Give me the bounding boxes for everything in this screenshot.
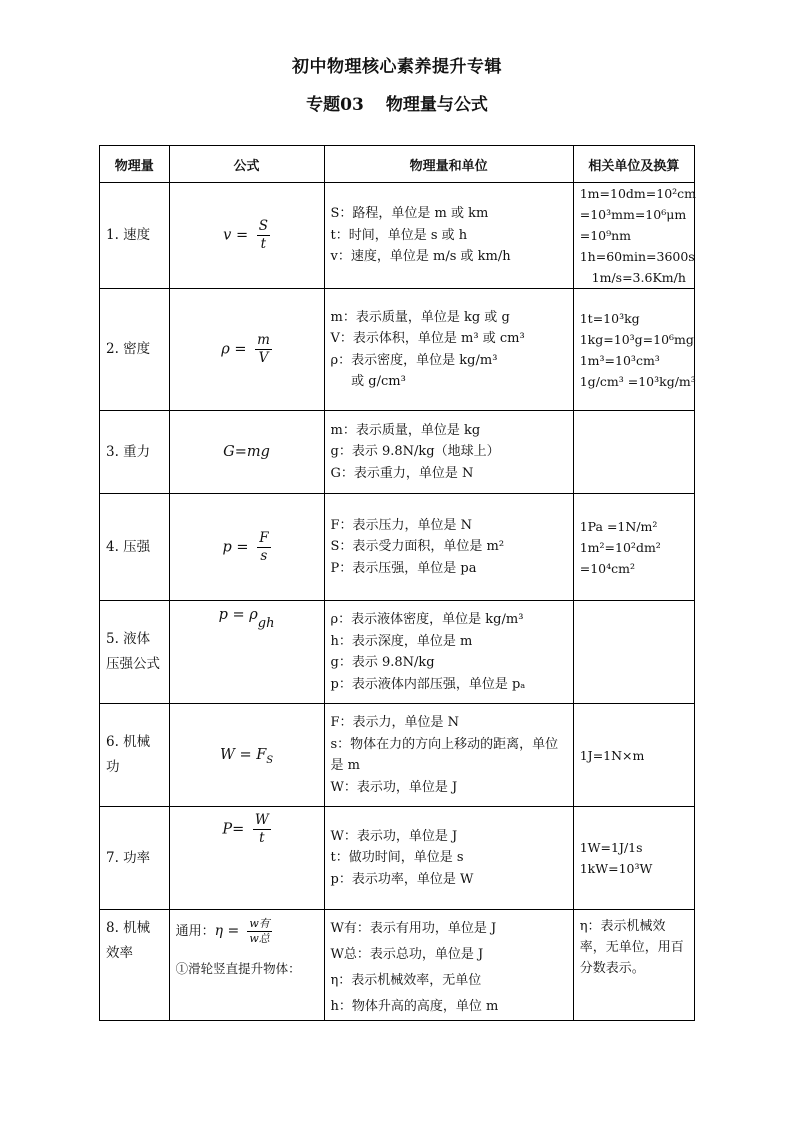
formula-cell [169, 183, 324, 289]
description-cell [324, 704, 573, 807]
formula-lhs: ρ = [221, 341, 247, 358]
formula-cell [169, 494, 324, 601]
fraction-numerator: m [257, 332, 270, 349]
unit-line: 1W=1J/1s [579, 840, 643, 855]
description-line: W总：表示总功，单位是 J [330, 947, 484, 962]
formula-fraction [255, 333, 272, 366]
description-cell [324, 601, 573, 704]
formula-fraction [253, 813, 271, 846]
quantity-name: 6. 机械功 [100, 704, 170, 807]
units-cell [573, 807, 694, 910]
fraction-denominator: t [259, 829, 265, 846]
unit-line: η：表示机械效率，无单位，用百分数表示。 [579, 919, 684, 976]
formula-lhs: P= [222, 821, 245, 838]
fraction-denominator: V [258, 350, 269, 366]
quantity-name: 4. 压强 [100, 494, 170, 601]
description-line: h：表示深度，单位是 m [330, 633, 473, 649]
units-cell [573, 601, 694, 704]
fraction-denominator: t [260, 236, 267, 252]
description-line: v：速度，单位是 m/s 或 km/h [330, 249, 511, 265]
quantity-name: 1. 速度 [100, 183, 170, 289]
unit-line: =10³mm=10⁶μm [579, 207, 687, 222]
description-line: W有：表示有用功，单位是 J [330, 921, 497, 936]
units-cell [573, 910, 694, 1021]
header-units: 相关单位及换算 [573, 146, 694, 183]
description-cell [324, 411, 573, 494]
header-formula: 公式 [169, 146, 324, 183]
description-cell [324, 289, 573, 411]
description-line: m：表示质量，单位是 kg [330, 422, 481, 438]
description-line: 或 g/cm³ [330, 374, 406, 389]
quantity-name: 2. 密度 [100, 289, 170, 411]
subtitle-number: 专题03 [306, 95, 364, 115]
formula-table [99, 145, 695, 1021]
description-line: W：表示功，单位是 J [330, 828, 458, 844]
formula-note: ①滑轮竖直提升物体： [175, 961, 301, 977]
table-row [100, 289, 695, 411]
unit-line: 1Pa =1N/m² [579, 518, 658, 534]
header-quantity: 物理量 [100, 146, 170, 183]
unit-line: 1m³=10³cm³ [579, 352, 660, 368]
description-line: p：表示功率，单位是 W [330, 871, 474, 887]
units-cell [573, 183, 697, 289]
fraction-numerator: S [258, 218, 268, 235]
unit-line: 1h=60min=3600s [579, 249, 695, 264]
subtitle-topic: 物理量与公式 [385, 95, 488, 115]
formula-cell [169, 704, 324, 807]
formula-cell [169, 411, 324, 494]
description-line: P：表示压强，单位是 pa [330, 560, 477, 576]
formula-subscript: gh [257, 616, 275, 631]
fraction-numerator: w有 [247, 918, 271, 932]
description-line: p：表示液体内部压强，单位是 pₐ [330, 676, 526, 692]
description-line: W：表示功，单位是 J [330, 779, 458, 795]
formula-text: G=mg [223, 444, 270, 460]
description-line: t：时间，单位是 s 或 h [330, 227, 468, 243]
description-line: h：物体升高的高度，单位 m [330, 999, 499, 1014]
formula-prefix: 通用： [175, 924, 215, 940]
description-line: s：物体在力的方向上移动的距离，单位是 m [330, 736, 559, 773]
formula-lhs: p = [222, 539, 249, 555]
formula-fraction [257, 219, 270, 252]
unit-line: 1kg=10³g=10⁶mg [579, 331, 694, 347]
formula-cell [169, 807, 324, 910]
unit-line: 1t=10³kg [579, 310, 640, 326]
unit-line: 1g/cm³ =10³kg/m³ [579, 373, 696, 389]
formula-cell [169, 289, 324, 411]
description-cell [324, 910, 573, 1021]
description-cell [324, 183, 573, 289]
description-line: t：做功时间，单位是 s [330, 850, 464, 866]
description-line: G：表示重力，单位是 N [330, 465, 474, 481]
description-cell [324, 494, 573, 601]
units-cell [573, 494, 694, 601]
unit-line: 1kW=10³W [579, 861, 653, 876]
unit-line: 1m=10dm=10²cm [579, 186, 697, 201]
quantity-name: 7. 功率 [100, 807, 170, 910]
table-row [100, 910, 695, 1021]
description-line: η：表示机械效率，无单位 [330, 973, 482, 988]
formula-lhs: W = F [219, 747, 267, 763]
table-row [100, 183, 695, 289]
document-subtitle [0, 90, 794, 115]
units-cell [573, 704, 694, 807]
formula-lhs: v = [223, 227, 249, 244]
unit-line: =10⁹nm [579, 228, 632, 243]
unit-line: 1m²=10²dm² [579, 539, 661, 555]
units-cell [573, 289, 694, 411]
fraction-denominator: w总 [249, 932, 270, 946]
formula-cell [169, 601, 324, 704]
formula-lhs: p = ρ [218, 607, 258, 623]
units-cell [573, 411, 694, 494]
description-line: ρ：表示液体密度，单位是 kg/m³ [330, 612, 524, 627]
unit-line: 1m/s=3.6Km/h [579, 270, 686, 285]
unit-line: =10⁴cm² [579, 560, 635, 576]
formula-lhs: η = [214, 923, 240, 940]
description-line: ρ：表示密度，单位是 kg/m³ [330, 352, 498, 368]
description-line: F：表示力，单位是 N [330, 715, 460, 730]
description-line: g：表示 9.8N/kg [330, 655, 435, 670]
description-cell [324, 807, 573, 910]
table-header-row [100, 146, 695, 183]
header-description: 物理量和单位 [324, 146, 573, 183]
description-line: S：表示受力面积，单位是 m² [330, 539, 505, 555]
quantity-name: 3. 重力 [100, 411, 170, 494]
description-line: S：路程，单位是 m 或 km [330, 206, 489, 222]
document-title: 初中物理核心素养提升专辑 [292, 57, 502, 77]
quantity-name: 5. 液体压强公式 [100, 601, 170, 704]
formula-fraction [257, 531, 270, 564]
formula-subscript: S [266, 755, 274, 766]
table-row [100, 601, 695, 704]
description-line: m：表示质量，单位是 kg 或 g [330, 309, 510, 325]
table-row [100, 704, 695, 807]
quantity-name: 8. 机械效率 [100, 910, 170, 1021]
fraction-numerator: W [254, 812, 269, 828]
description-line: g：表示 9.8N/kg（地球上） [330, 444, 500, 460]
table-row [100, 494, 695, 601]
description-line: F：表示压力，单位是 N [330, 517, 473, 533]
formula-cell [169, 910, 324, 1021]
description-line: V：表示体积，单位是 m³ 或 cm³ [330, 331, 525, 346]
fraction-numerator: F [259, 529, 269, 546]
formula-fraction [247, 918, 271, 945]
unit-line: 1J=1N×m [579, 747, 645, 763]
fraction-denominator: s [260, 547, 268, 564]
table-row [100, 411, 695, 494]
table-row [100, 807, 695, 910]
